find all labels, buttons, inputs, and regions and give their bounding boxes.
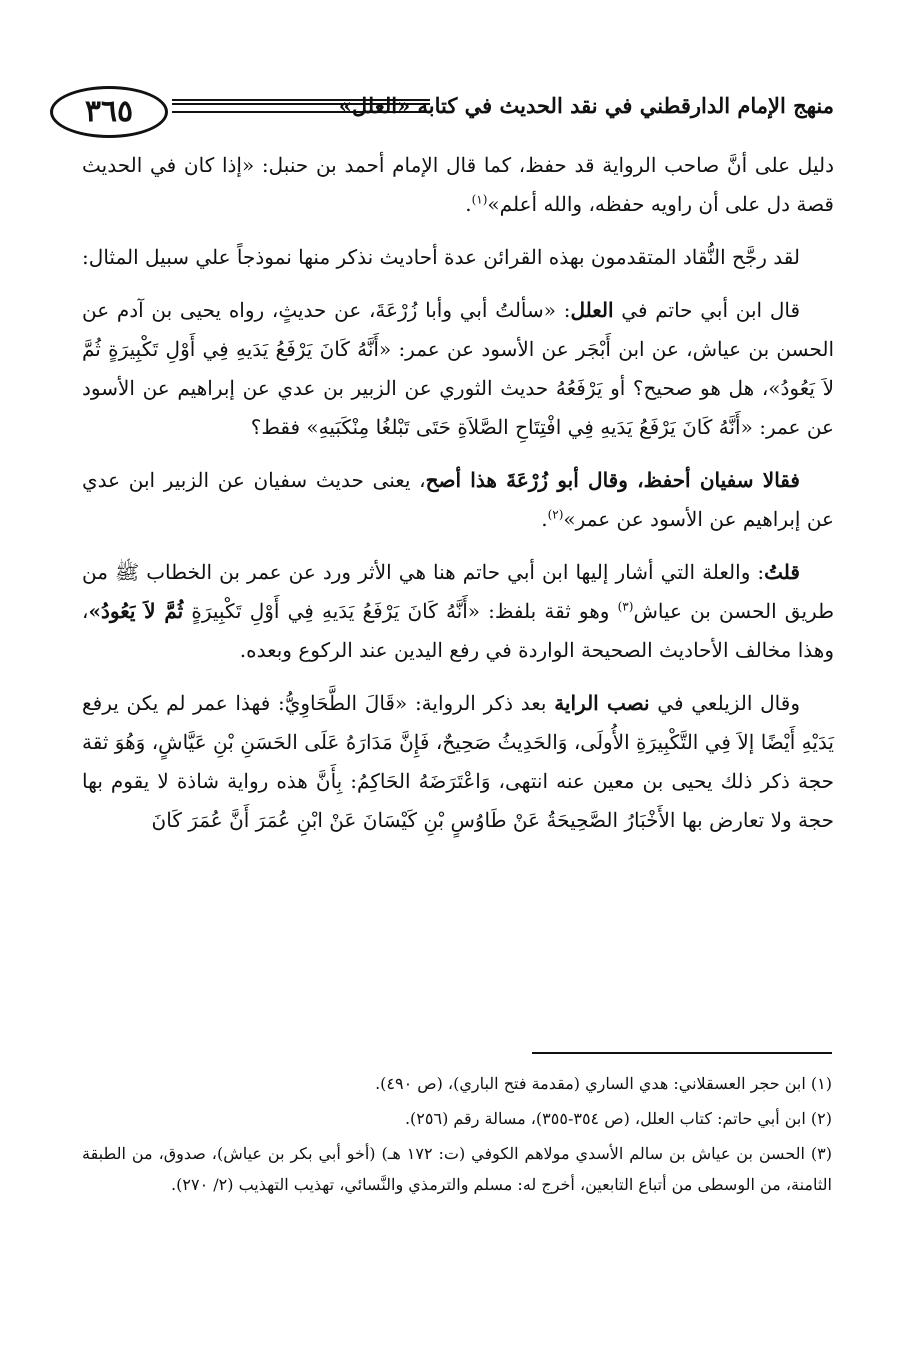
paragraph-6 (82, 684, 834, 840)
paragraph-4-text: ، يعنى حديث سفيان عن الزبير ابن عدي عن إبراهيم عن الأسود عن عمر» (82, 468, 834, 531)
paragraph-6-text: بعد ذكر الرواية: «قَالَ الطَّحَاوِيُّ: فهذا عمر لم يكن يرفع يَدَيْهِ أَيْضًا إلاَ فِي التَّكْبِيرَةِ الأُولَى، وَالحَدِيثُ صَحِيحٌ، فَإِنَّ مَدَارَهُ عَلَى الحَسَنِ بْنِ عَيَّاشٍ، وَهُوَ ثقة حجة ذكر ذلك يحيى بن معين عنه انتهى، وَاعْتَرَضَهُ الحَاكِمُ: بِأَنَّ هذه رواية شاذة لا يقوم بها حجة ولا تعارض بها الأَخْبَارُ الصَّحِيحَةُ عَنْ طَاوُسٍ بْنِ كَيْسَانَ عَنْ ابْنِ عُمَرَ أَنَّ عُمَرَ كَانَ (82, 691, 834, 832)
footnote-1-text: ابن حجر العسقلاني: هدي الساري (مقدمة فتح الباري)، (ص ٤٩٠). (375, 1074, 806, 1093)
footnote-1 (82, 1068, 832, 1099)
footnote-3 (82, 1138, 832, 1200)
page-number: ٣٦٥ (50, 86, 168, 138)
paragraph-1 (82, 146, 834, 224)
footnote-2-number: (٢) (810, 1109, 832, 1128)
paragraph-6-lead: وقال الزيلعي في (649, 691, 800, 715)
book-title-ilal: العلل (570, 298, 614, 322)
paragraph-5-text-b: وهو ثقة بلفظ: «أَنَّهُ كَانَ يَرْفَعُ يَدَيهِ فِي أَوْلِ تَكْبِيرَةٍ (183, 599, 618, 623)
footnote-3-text: الحسن بن عياش بن سالم الأسدي مولاهم الكوفي (ت: ١٧٢ هـ) (أخو أبي بكر بن عياش)، صدوق، من الطبقة الثامنة، من الوسطى من أتباع التابعين، أخرج له: مسلم والترمذي والنَّسائي، تهذيب التهذيب (٢/ ٢٧٠). (82, 1144, 832, 1194)
paragraph-1-end: . (465, 192, 472, 216)
footnote-ref-2[interactable]: (٢) (547, 507, 564, 522)
paragraph-1-text: دليل على أنَّ صاحب الرواية قد حفظ، كما قال الإمام أحمد بن حنبل: «إذا كان في الحديث قصة دل على أن راويه حفظه، والله أعلم» (82, 153, 834, 216)
paragraph-5 (82, 553, 834, 670)
paragraph-5-bold: قلتُ (764, 560, 800, 584)
book-title-nasb-alraya: نصب الراية (554, 691, 650, 715)
paragraph-3-lead: قال ابن أبي حاتم في (613, 298, 801, 322)
footnote-ref-1[interactable]: (١) (471, 192, 488, 207)
paragraph-2-text: لقد رجَّح النُّقاد المتقدمون بهذه القرائن عدة أحاديث نذكر منها نموذجاً علي سبيل المثال: (82, 245, 800, 269)
paragraph-3 (82, 291, 834, 447)
paragraph-4 (82, 461, 834, 539)
paragraph-4-end: . (541, 507, 548, 531)
footnote-ref-3[interactable]: (٣) (617, 599, 634, 614)
page-header (50, 82, 834, 140)
running-title: منهج الإمام الدارقطني في نقد الحديث في كتابه «العلل» (338, 93, 834, 118)
footnote-1-number: (١) (810, 1074, 832, 1093)
footnote-2-text: ابن أبي حاتم: كتاب العلل، (ص ٣٥٤-٣٥٥)، مسالة رقم (٢٥٦). (404, 1109, 806, 1128)
paragraph-4-bold: فقالا سفيان أحفظ، وقال أبو زُرْعَةَ هذا أصح (425, 468, 800, 492)
footnote-2 (82, 1103, 832, 1134)
paragraph-3-text: : «سألتُ أبي وأبا زُرْعَةَ، عن حديثٍ، رواه يحيى بن آدم عن الحسن بن عياش، عن ابن أَبْجَر عن الأسود عن عمر: «أَنَّهُ كَانَ يَرْفَعُ يَدَيهِ فِي أَوْلِ تَكْبِيرَةٍ ثُمَّ لاَ يَعُودُ»، هل هو صحيح؟ أو يَرْفَعُهُ حديث الثوري عن الزبير بن عدي عن إبراهيم عن الأسود عن عمر: «أَنَّهُ كَانَ يَرْفَعُ يَدَيهِ فِي افْتِتَاحِ الصَّلاَةِ حَتَى تَبْلغُا مِنْكَبَيهِ» فقط؟ (82, 298, 834, 439)
footnote-separator (532, 1052, 832, 1054)
paragraph-5-bold-b: ثُمَّ لاَ يَعُودُ» (88, 599, 184, 623)
footnotes (82, 1068, 832, 1204)
paragraph-2 (82, 238, 834, 277)
paragraph-5-text-a: : والعلة التي أشار إليها ابن أبي حاتم هنا هي الأثر ورد عن عمر بن الخطاب ﷺ من طريق الحسن بن عياش (82, 560, 834, 623)
main-text (82, 146, 834, 854)
paragraph-5-text-c: ، وهذا مخالف الأحاديث الصحيحة الواردة في رفع اليدين عند الركوع وبعده. (82, 599, 834, 662)
footnote-3-number: (٣) (810, 1144, 832, 1163)
